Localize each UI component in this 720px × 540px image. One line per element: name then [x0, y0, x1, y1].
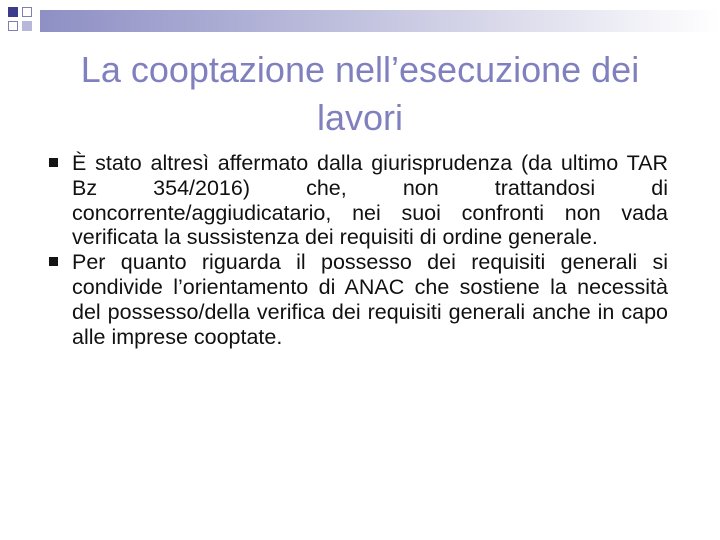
deco-square-outline-1: [22, 7, 32, 17]
header-gradient-bar: [40, 10, 720, 32]
bullet-item: [48, 250, 668, 349]
deco-square-outline-2: [8, 21, 18, 31]
bullet-item: [48, 151, 668, 250]
slide-title: La cooptazione nell’esecuzione dei lavori: [80, 49, 640, 138]
deco-square-dark: [8, 7, 18, 17]
bullet-text: Per quanto riguarda il possesso dei requisiti generali si condivide l’orientamento di ANAC che sostiene la necessità del possesso/della verifica dei requisiti generali anche in capo alle imprese cooptate.: [72, 250, 668, 349]
deco-square-light: [22, 21, 32, 31]
bullet-list: [48, 151, 668, 349]
square-bullet-icon: [49, 158, 58, 167]
header-decoration: [0, 0, 720, 40]
square-bullet-icon: [49, 257, 58, 266]
bullet-text: È stato altresì affermato dalla giurisprudenza (da ultimo TAR Bz 354/2016) che, non trattandosi di concorrente/aggiudicatario, nei suoi confronti non vada verificata la sussistenza dei requisiti di ordine generale.: [72, 151, 668, 250]
